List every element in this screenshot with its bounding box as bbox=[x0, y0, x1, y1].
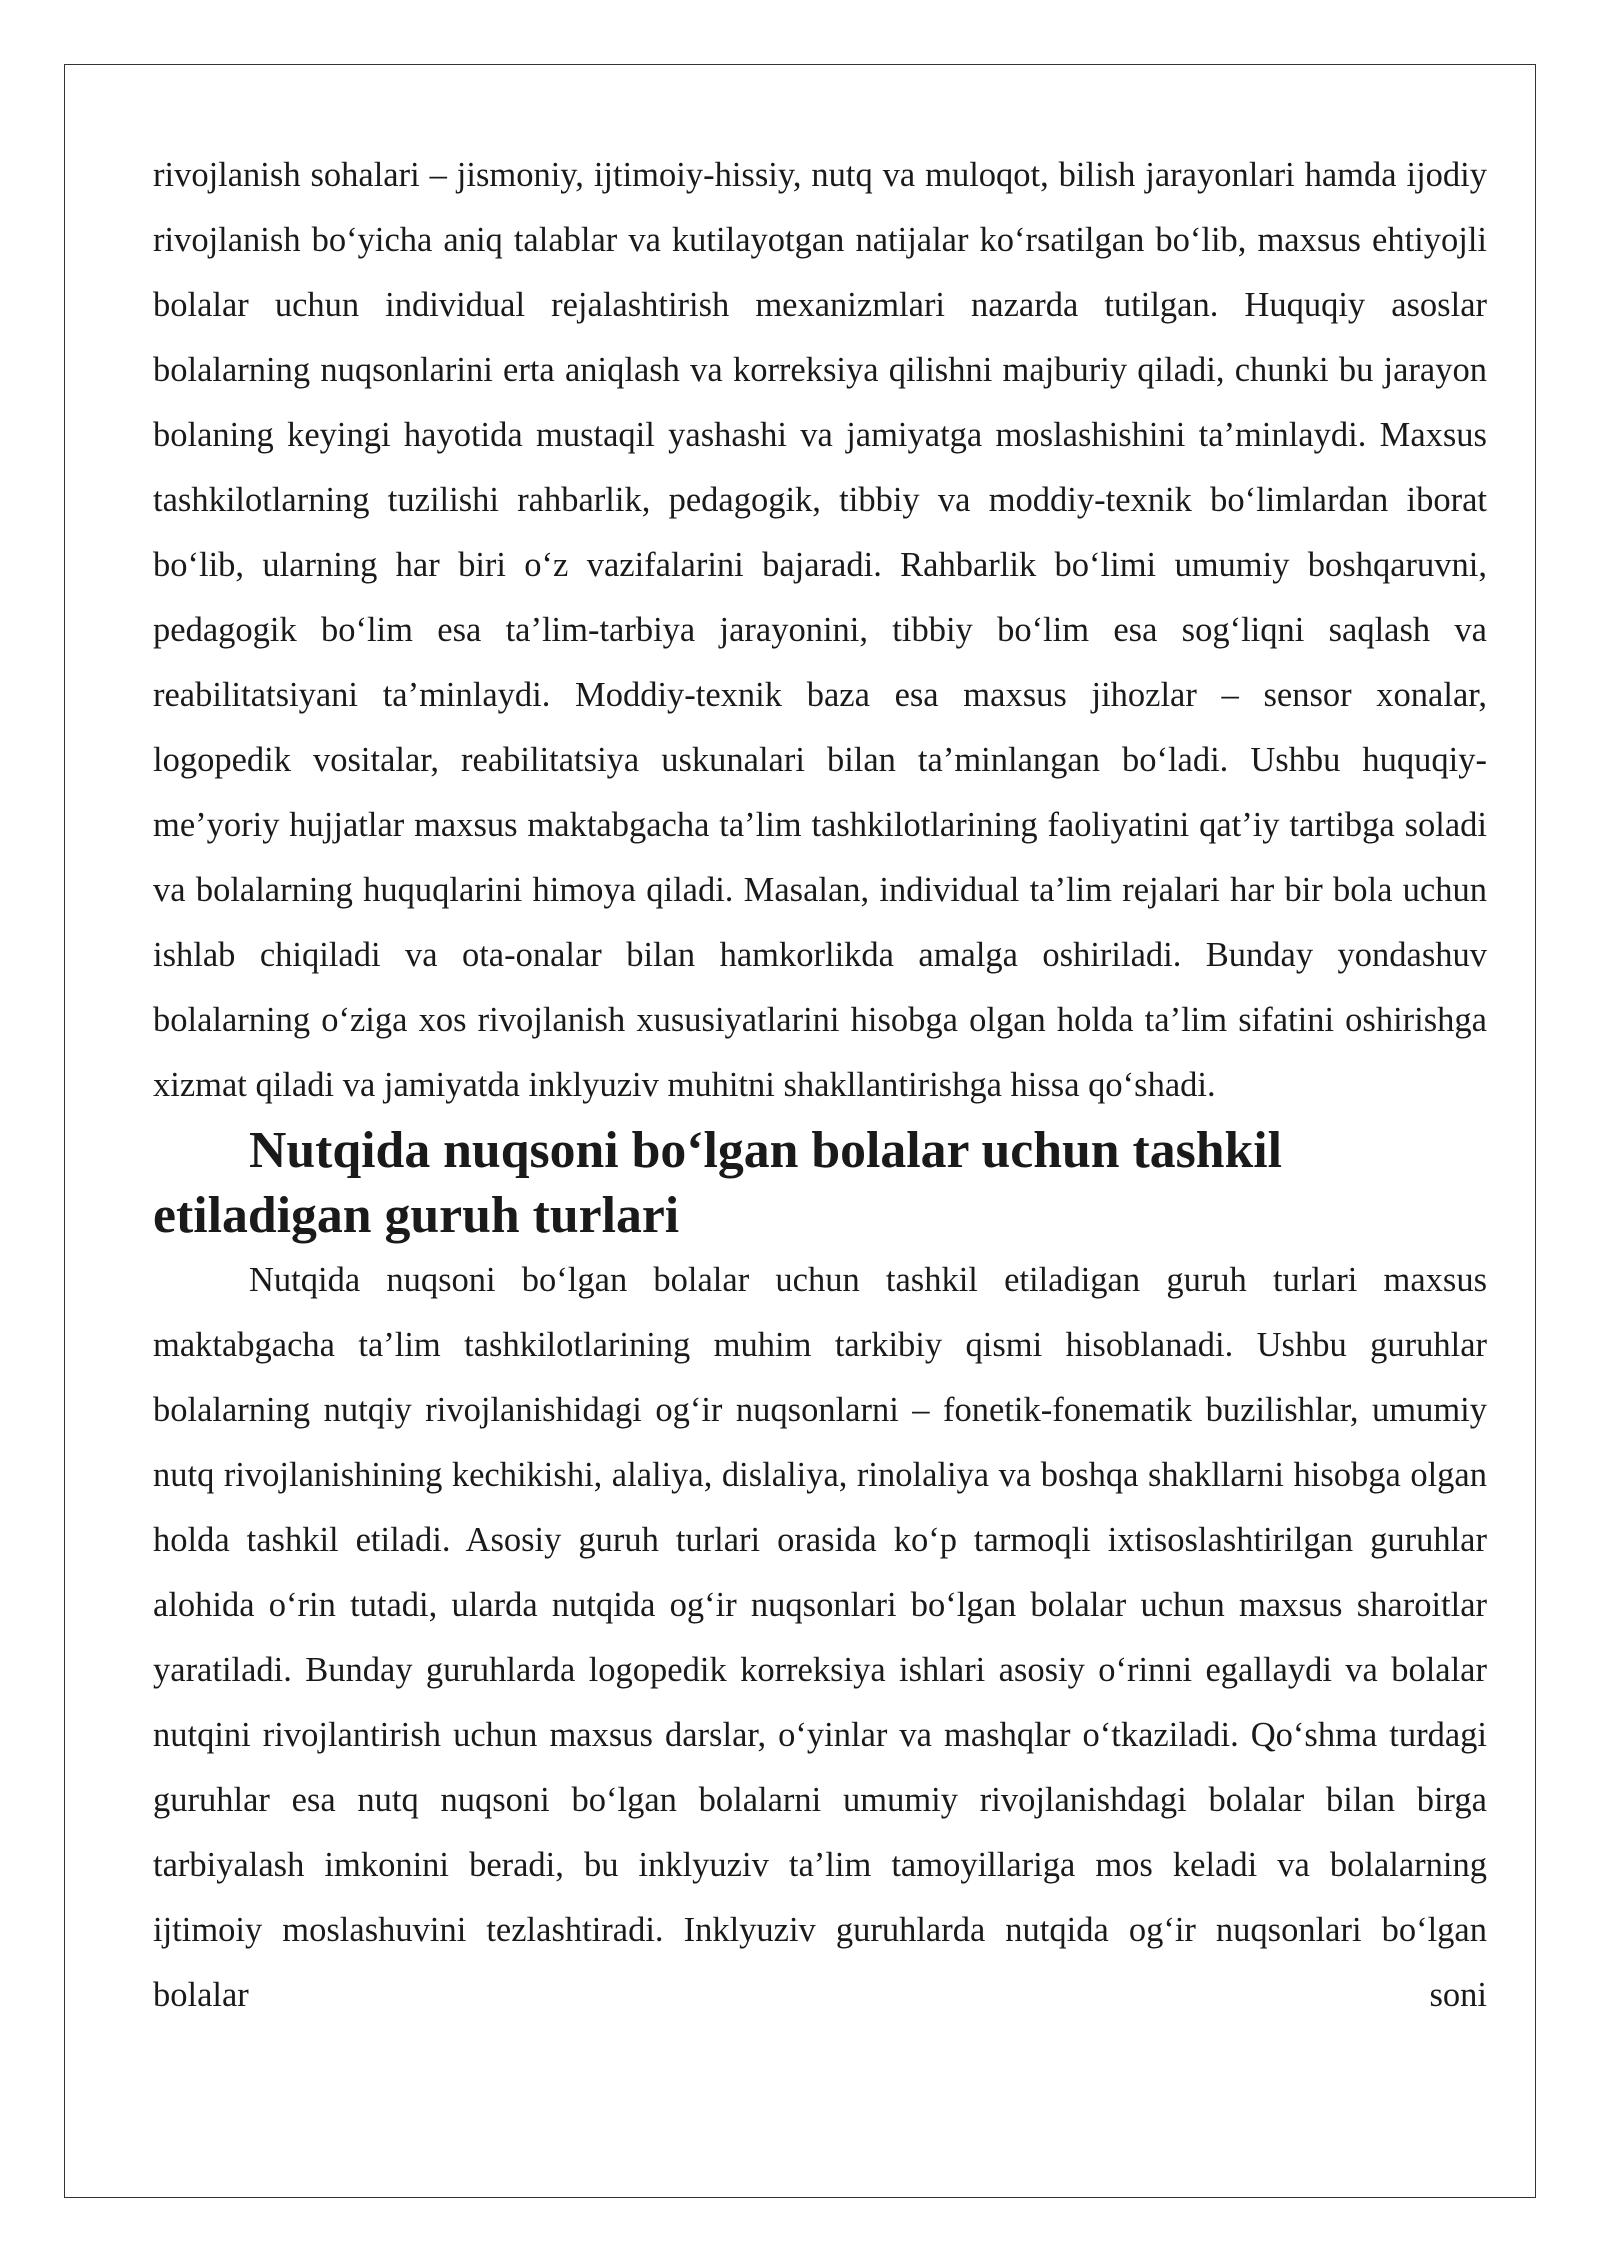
document-body bbox=[153, 143, 1487, 2028]
body-paragraph-continued: rivojlanish sohalari – jismoniy, ijtimoiy-hissiy, nutq va muloqot, bilish jarayonlari hamda ijodiy rivojlanish bo‘yicha aniq talablar va kutilayotgan natijalar ko‘rsatilgan bo‘lib, maxsus ehtiyojli bolalar uchun individual rejalashtirish mexanizmlari nazarda tutilgan. Huquqiy asoslar bolalarning nuqsonlarini erta aniqlash va korreksiya qilishni majburiy qiladi, chunki bu jarayon bolaning keyingi hayotida mustaqil yashashi va jamiyatga moslashishini ta’minlaydi. Maxsus tashkilotlarning tuzilishi rahbarlik, pedagogik, tibbiy va moddiy-texnik bo‘limlardan iborat bo‘lib, ularning har biri o‘z vazifalarini bajaradi. Rahbarlik bo‘limi umumiy boshqaruvni, pedagogik bo‘lim esa ta’lim-tarbiya jarayonini, tibbiy bo‘lim esa sog‘liqni saqlash va reabilitatsiyani ta’minlaydi. Moddiy-texnik baza esa maxsus jihozlar – sensor xonalar, logopedik vositalar, reabilitatsiya uskunalari bilan ta’minlangan bo‘ladi. Ushbu huquqiy-me’yoriy hujjatlar maxsus maktabgacha ta’lim tashkilotlarining faoliyatini qat’iy tartibga soladi va bolalarning huquqlarini himoya qiladi. Masalan, individual ta’lim rejalari har bir bola uchun ishlab chiqiladi va ota-onalar bilan hamkorlikda amalga oshiriladi. Bunday yondashuv bolalarning o‘ziga xos rivojlanish xususiyatlarini hisobga olgan holda ta’lim sifatini oshirishga xizmat qiladi va jamiyatda inklyuziv muhitni shakllantirishga hissa qo‘shadi. bbox=[153, 156, 1487, 1104]
section-paragraph: Nutqida nuqsoni bo‘lgan bolalar uchun tashkil etiladigan guruh turlari maxsus maktabgacha ta’lim tashkilotlarining muhim tarkibiy qismi hisoblanadi. Ushbu guruhlar bolalarning nutqiy rivojlanishidagi og‘ir nuqsonlarni – fonetik-fonematik buzilishlar, umumiy nutq rivojlanishining kechikishi, alaliya, dislaliya, rinolaliya va boshqa shakllarni hisobga olgan holda tashkil etiladi. Asosiy guruh turlari orasida ko‘p tarmoqli ixtisoslashtirilgan guruhlar alohida o‘rin tutadi, ularda nutqida og‘ir nuqsonlari bo‘lgan bolalar uchun maxsus sharoitlar yaratiladi. Bunday guruhlarda logopedik korreksiya ishlari asosiy o‘rinni egallaydi va bolalar nutqini rivojlantirish uchun maxsus darslar, o‘yinlar va mashqlar o‘tkaziladi. Qo‘shma turdagi guruhlar esa nutq nuqsoni bo‘lgan bolalarni umumiy rivojlanishdagi bolalar bilan birga tarbiyalash imkonini beradi, bu inklyuziv ta’lim tamoyillariga mos keladi va bolalarning ijtimoiy moslashuvini tezlashtiradi. Inklyuziv guruhlarda nutqida og‘ir nuqsonlari bo‘lgan bolalar soni bbox=[153, 1261, 1487, 2014]
section-heading: Nutqida nuqsoni bo‘lgan bolalar uchun tashkil etiladigan guruh turlari bbox=[153, 1122, 1283, 1244]
